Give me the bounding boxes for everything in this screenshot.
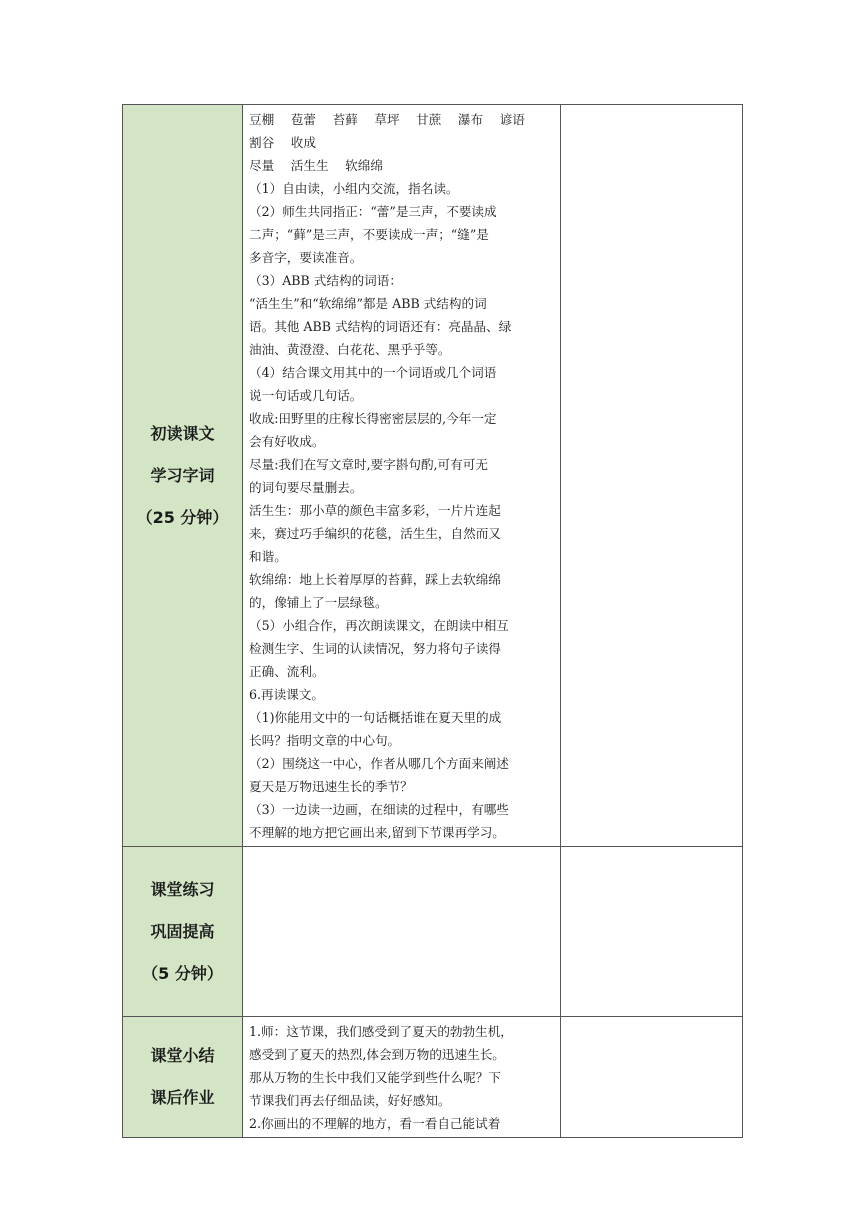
content-line: （3）一边读一边画，在细读的过程中，有哪些	[249, 802, 509, 817]
section-label-line: （25 分钟）	[136, 507, 229, 527]
content-line: 多音字，要读准音。	[249, 250, 363, 265]
notes-cell	[561, 847, 743, 1017]
notes-cell	[561, 1017, 743, 1138]
section-label-cell	[123, 1017, 243, 1138]
content-line: 活生生：那小草的颜色丰富多彩，一片片连起	[249, 503, 501, 518]
content-line: 会有好收成。	[249, 434, 325, 449]
content-line: （1)你能用文中的一句话概括谁在夏天里的成	[249, 710, 502, 725]
content-line: 夏天是万物迅速生长的季节？	[249, 779, 413, 794]
content-line: 节课我们再去仔细品读，好好感知。	[249, 1093, 451, 1108]
section-label-line: 巩固提高	[150, 921, 215, 941]
content-line: （4）结合课文用其中的一个词语或几个词语	[249, 365, 497, 380]
content-line: 感受到了夏天的热烈,体会到万物的迅速生长。	[249, 1047, 505, 1062]
content-line: 检测生字、生词的认读情况，努力将句子读得	[249, 641, 501, 656]
activity-content-cell	[243, 847, 561, 1017]
content-line: 豆棚 苞蕾 苔藓 草坪 甘蔗 瀑布 谚语	[249, 112, 525, 127]
content-line: 1.师：这节课，我们感受到了夏天的勃勃生机，	[249, 1024, 513, 1039]
activity-content-cell	[243, 1017, 561, 1138]
content-line: “活生生”和“软绵绵”都是 ABB 式结构的词	[249, 296, 487, 311]
content-line: 6.再读课文。	[249, 687, 324, 702]
content-line: 二声；“藓”是三声，不要读成一声；“缝”是	[249, 227, 489, 242]
content-line: 那从万物的生长中我们又能学到些什么呢？下	[249, 1070, 501, 1085]
section-label-line: 课堂练习	[150, 879, 215, 899]
content-line: 尽量 活生生 软绵绵	[249, 158, 383, 173]
content-line: 尽量:我们在写文章时,要字斟句酌,可有可无	[249, 457, 488, 472]
activity-content-cell	[243, 105, 561, 847]
content-line: 的，像铺上了一层绿毯。	[249, 595, 388, 610]
table-row	[123, 105, 743, 847]
content-line: 说一句话或几句话。	[249, 388, 363, 403]
lesson-plan-table	[122, 104, 743, 1138]
content-line: （5）小组合作，再次朗读课文，在朗读中相互	[249, 618, 509, 633]
content-line: 和谐。	[249, 549, 287, 564]
content-line: 长吗？指明文章的中心句。	[249, 733, 401, 748]
section-label-line: 初读课文	[150, 423, 215, 443]
content-line: 不理解的地方把它画出来,留到下节课再学习。	[249, 825, 505, 840]
content-line: 来，赛过巧手编织的花毯，活生生，自然而又	[249, 526, 501, 541]
content-line: （3）ABB 式结构的词语：	[249, 273, 402, 288]
section-label-line: （5 分钟）	[142, 963, 223, 983]
content-line: 的词句要尽量删去。	[249, 480, 363, 495]
content-line: 语。其他 ABB 式结构的词语还有：亮晶晶、绿	[249, 319, 512, 334]
section-label-line: 学习字词	[150, 465, 215, 485]
section-label-line: 课后作业	[150, 1088, 215, 1107]
notes-cell	[561, 105, 743, 847]
table-row	[123, 1017, 743, 1138]
table-row	[123, 847, 743, 1017]
content-line: 正确、流利。	[249, 664, 325, 679]
content-line: （1）自由读，小组内交流，指名读。	[249, 181, 459, 196]
content-line: （2）师生共同指正：“蕾”是三声，不要读成	[249, 204, 497, 219]
content-line: 收成:田野里的庄稼长得密密层层的,今年一定	[249, 411, 497, 426]
section-label-cell	[123, 105, 243, 847]
content-line: 割谷 收成	[249, 135, 316, 150]
content-line: （2）围绕这一中心，作者从哪几个方面来阐述	[249, 756, 509, 771]
section-label-line: 课堂小结	[150, 1046, 215, 1065]
section-label-cell	[123, 847, 243, 1017]
content-line: 软绵绵：地上长着厚厚的苔藓，踩上去软绵绵	[249, 572, 501, 587]
content-line: 油油、黄澄澄、白花花、黑乎乎等。	[249, 342, 451, 357]
content-line: 2.你画出的不理解的地方，看一看自己能试着	[249, 1116, 501, 1131]
